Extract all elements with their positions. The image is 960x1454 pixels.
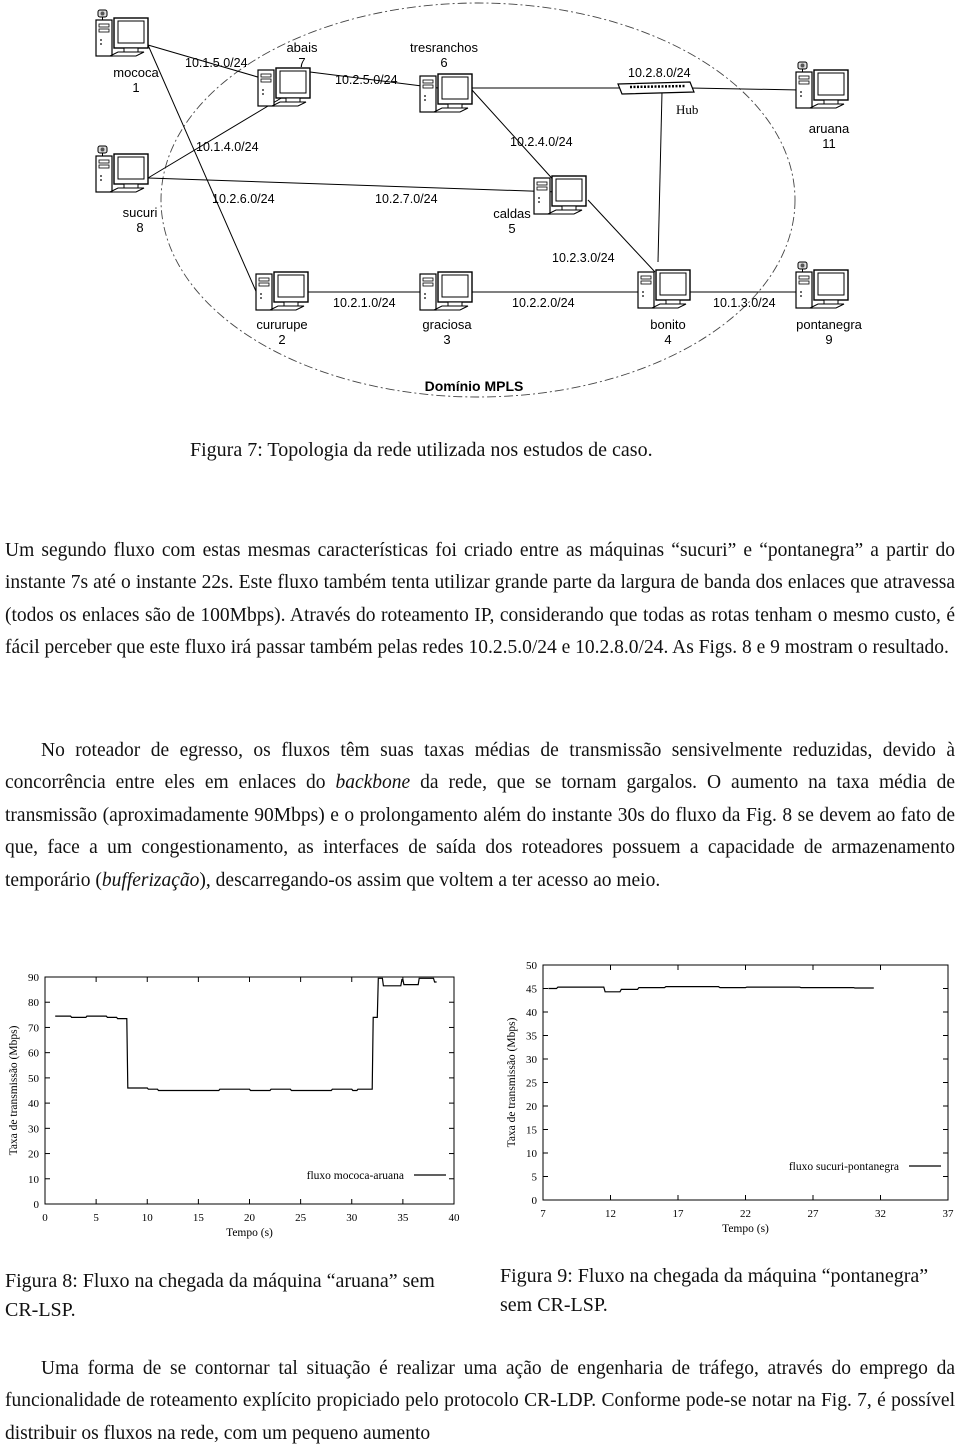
node-name-sucuri: sucuri — [122, 205, 158, 220]
pc-icon-mococa — [96, 10, 148, 56]
node-name-mococa: mococa — [113, 65, 159, 80]
x-tick-label: 30 — [346, 1212, 358, 1224]
paragraph-1: Um segundo fluxo com estas mesmas características foi criado entre as máquinas “sucuri” e “pontanegra” a partir do instante 7s até o instante 22s. Este fluxo também tenta utilizar grande parte da largura de banda dos enlaces que atravessa (todos os enlaces são de 100Mbps). Através do roteamento IP, considerando que todas as rotas tenham o mesmo custo, é fácil perceber que este fluxo irá passar também pelas redes 10.2.5.0/24 e 10.2.8.0/24. As Figs. 8 e 9 mostram o resultado. — [5, 540, 955, 659]
node-num-aruana: 11 — [822, 136, 836, 151]
x-tick-label: 40 — [448, 1212, 460, 1224]
network-topology-diagram — [0, 0, 960, 420]
y-tick-label: 0 — [33, 1199, 39, 1211]
legend-label: fluxo mococa-aruana — [306, 1170, 404, 1182]
network-links — [148, 45, 800, 305]
mpls-domain-label: Domínio MPLS — [424, 378, 524, 394]
x-tick-label: 0 — [42, 1212, 48, 1224]
pc-icon-bonito — [638, 270, 690, 308]
x-tick-label: 10 — [141, 1212, 153, 1224]
y-axis-label: Taxa de transmissão (Mbps) — [8, 1025, 20, 1156]
y-tick-label: 10 — [526, 1148, 537, 1160]
hub-label: Hub — [676, 102, 699, 117]
node-name-aruana: aruana — [808, 121, 850, 136]
paragraph-2-emphasis-backbone: backbone — [335, 772, 411, 794]
x-tick-label: 27 — [807, 1208, 819, 1220]
x-tick-label: 35 — [397, 1212, 409, 1224]
y-tick-label: 50 — [526, 960, 537, 972]
x-tick-label: 15 — [192, 1212, 204, 1224]
y-tick-label: 20 — [28, 1148, 39, 1161]
node-name-tresranchos: tresranchos — [410, 40, 478, 55]
y-tick-label: 50 — [28, 1072, 39, 1085]
network-label: 10.2.2.0/24 — [512, 296, 575, 310]
node-num-sucuri: 8 — [136, 220, 144, 235]
figure8-caption: Figura 8: Fluxo na chegada da máquina “aruana” sem CR-LSP. — [5, 1270, 435, 1321]
y-axis-label: Taxa de transmissão (Mbps) — [506, 1017, 518, 1148]
node-num-cururupe: 2 — [278, 332, 286, 347]
hub-icon — [618, 82, 694, 94]
node-name-cururupe: cururupe — [256, 317, 308, 332]
y-tick-label: 90 — [28, 972, 39, 984]
y-tick-label: 60 — [28, 1047, 39, 1060]
y-tick-label: 30 — [28, 1123, 39, 1136]
y-tick-label: 35 — [526, 1030, 537, 1043]
node-num-pontanegra: 9 — [825, 332, 833, 347]
pc-icon-caldas — [534, 176, 586, 214]
series-line — [548, 987, 873, 992]
node-name-pontanegra: pontanegra — [796, 317, 862, 332]
x-tick-label: 7 — [540, 1208, 546, 1220]
network-label: 10.1.4.0/24 — [196, 140, 259, 154]
pc-icon-aruana — [796, 62, 848, 108]
network-label: 10.1.5.0/24 — [185, 56, 248, 70]
network-label: 10.2.3.0/24 — [552, 251, 615, 265]
legend-label: fluxo sucuri-pontanegra — [788, 1161, 899, 1173]
node-num-mococa: 1 — [132, 80, 140, 95]
figure9-caption: Figura 9: Fluxo na chegada da máquina “pontanegra” sem CR-LSP. — [500, 1265, 929, 1316]
paragraph-2 — [5, 735, 955, 897]
pc-icon-cururupe — [256, 272, 308, 310]
paragraph-3: Uma forma de se contornar tal situação é realizar uma ação de engenharia de tráfego, através do emprego da funcionalidade de roteamento explícito propiciado pelo protocolo CR-LDP. Conforme pode-se notar na Fig. 7, é possível distribuir os fluxos na rede, com um pequeno aumento — [5, 1358, 955, 1444]
node-name-graciosa: graciosa — [422, 317, 472, 332]
paragraph-2-emphasis-bufferizacao: bufferização — [101, 869, 200, 891]
pc-icon-abais — [258, 68, 310, 106]
series-line — [55, 978, 436, 1090]
x-tick-label: 32 — [875, 1208, 886, 1220]
y-tick-label: 25 — [526, 1077, 537, 1090]
node-name-bonito: bonito — [650, 317, 686, 332]
x-tick-label: 12 — [605, 1208, 616, 1220]
plot-frame — [45, 977, 454, 1204]
x-tick-label: 37 — [942, 1208, 954, 1220]
pc-icon-tresranchos — [420, 74, 472, 112]
pc-icon-pontanegra — [796, 262, 848, 308]
network-label: 10.2.7.0/24 — [375, 192, 438, 206]
network-label: 10.2.4.0/24 — [510, 135, 573, 149]
y-tick-label: 45 — [526, 983, 537, 996]
network-label: 10.1.3.0/24 — [713, 296, 776, 310]
y-tick-label: 0 — [531, 1195, 537, 1207]
node-num-abais: 7 — [298, 55, 306, 70]
x-tick-label: 17 — [672, 1208, 684, 1220]
paragraph-2-text-c: ), descarregando-os assim que voltem a ter acesso ao meio. — [199, 869, 661, 891]
x-tick-label: 22 — [740, 1208, 751, 1220]
y-tick-label: 20 — [526, 1101, 537, 1113]
x-tick-label: 20 — [244, 1212, 255, 1224]
x-tick-label: 25 — [295, 1212, 307, 1224]
network-label: 10.2.1.0/24 — [333, 296, 396, 310]
pc-icon-sucuri — [96, 146, 148, 192]
x-tick-label: 5 — [93, 1212, 99, 1224]
paragraph-2-text-a: No roteador de egresso, os fluxos têm suas taxas médias de transmissão sensivelmente reduzidas, devido à concorrência entre eles em enlaces do — [5, 740, 955, 794]
pc-icon-graciosa — [420, 272, 472, 310]
y-tick-label: 5 — [531, 1171, 537, 1184]
x-axis-label: Tempo (s) — [722, 1223, 769, 1235]
network-label: 10.2.5.0/24 — [335, 73, 398, 87]
paragraph-2-text-b: da rede, que se tornam gargalos. O aumento na taxa média de transmissão (aproximadamente 90Mbps) e o prolongamento além do instante 30s do fluxo da Fig. 8 se devem ao fato de que, face a um congestionamento, as interfaces de saída dos roteadores possuem a capacidade de armazenamento temporário ( — [5, 772, 955, 891]
node-num-bonito: 4 — [664, 332, 672, 347]
y-tick-label: 70 — [28, 1022, 39, 1035]
network-label: 10.2.6.0/24 — [212, 192, 275, 206]
node-num-graciosa: 3 — [443, 332, 451, 347]
node-name-abais: abais — [286, 40, 318, 55]
x-axis-label: Tempo (s) — [226, 1227, 273, 1239]
y-tick-label: 40 — [28, 1098, 39, 1111]
node-name-caldas: caldas — [493, 206, 531, 221]
y-tick-label: 40 — [526, 1007, 537, 1019]
y-tick-label: 10 — [28, 1173, 39, 1186]
node-num-tresranchos: 6 — [440, 55, 448, 70]
network-label: 10.2.8.0/24 — [628, 66, 691, 80]
y-tick-label: 30 — [526, 1054, 537, 1066]
figure7-caption: Figura 7: Topologia da rede utilizada nos estudos de caso. — [190, 439, 653, 461]
plot-frame — [543, 965, 948, 1200]
y-tick-label: 80 — [28, 997, 39, 1010]
node-num-caldas: 5 — [508, 221, 516, 236]
y-tick-label: 15 — [526, 1124, 537, 1137]
